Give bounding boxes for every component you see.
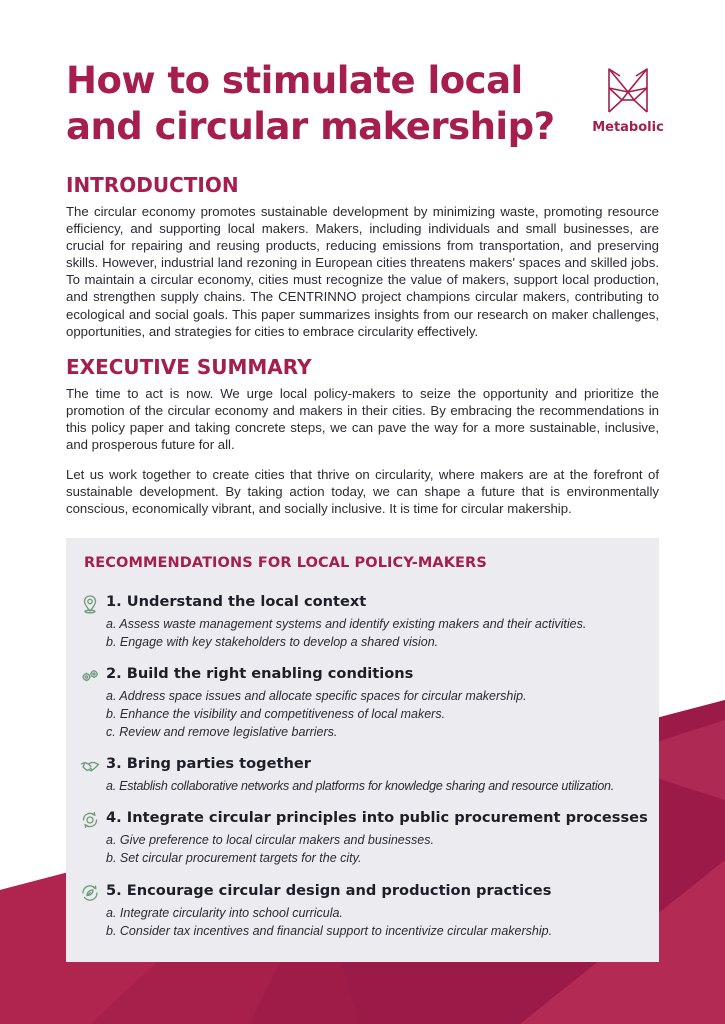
leaf-cycle-icon: [80, 883, 100, 903]
recommendations-heading: RECOMMENDATIONS FOR LOCAL POLICY-MAKERS: [84, 555, 487, 571]
recommendation-5-point-a: a. Integrate circularity into school curricula.: [106, 906, 343, 920]
recommendation-5-points: [106, 904, 552, 940]
recommendation-3-title: 3. Bring parties together: [106, 755, 311, 772]
recommendation-2-point-c: c. Review and remove legislative barriers.: [106, 725, 338, 739]
recommendation-2-point-a: a. Address space issues and allocate specific spaces for circular makership.: [106, 689, 527, 703]
location-pin-icon: [80, 594, 100, 614]
recommendation-2-title: 2. Build the right enabling conditions: [106, 665, 414, 682]
recommendation-1-point-a: a. Assess waste management systems and identify existing makers and their activities.: [106, 617, 587, 631]
title-line-2: and circular makership?: [66, 105, 555, 148]
recommendation-4-title: 4. Integrate circular principles into public procurement processes: [106, 809, 648, 826]
executive-summary-paragraph-1: The time to act is now. We urge local policy-makers to seize the opportunity and prioritize the promotion of the circular economy and makers in their cities. By embracing the recommendations in this policy paper and taking concrete steps, we can pave the way for a more sustainable, inclusive, and prosperous future for all.: [66, 386, 659, 453]
recommendation-4-point-b: b. Set circular procurement targets for the city.: [106, 851, 362, 865]
recommendation-3-points: [106, 777, 614, 795]
circular-arrows-icon: [80, 810, 100, 830]
recommendation-2-point-b: b. Enhance the visibility and competitiveness of local makers.: [106, 707, 446, 721]
recommendation-4-point-a: a. Give preference to local circular makers and businesses.: [106, 833, 434, 847]
metabolic-logo: [590, 66, 666, 135]
introduction-heading: INTRODUCTION: [66, 173, 239, 197]
handshake-icon: [80, 756, 100, 776]
recommendation-5-title: 5. Encourage circular design and production practices: [106, 882, 552, 899]
recommendations-panel: [66, 538, 659, 962]
recommendation-1-title: 1. Understand the local context: [106, 593, 367, 610]
title-line-1: How to stimulate local: [66, 59, 523, 102]
metabolic-m-icon: [606, 66, 650, 114]
introduction-body: The circular economy promotes sustainable development by minimizing waste, promoting resource efficiency, and supporting local makers. Makers, including individuals and small businesses, are crucial for repairing and reusing products, reducing emissions from transportation, and preserving skills. However, industrial land rezoning in European cities threatens makers' spaces and skilled jobs. To maintain a circular economy, cities must recognize the value of makers, support local production, and strengthen supply chains. The CENTRINNO project champions circular makers, contributing to ecological and social goals. This paper summarizes insights from our research on maker challenges, opportunities, and strategies for cities to embrace circularity effectively.: [66, 204, 659, 339]
recommendation-2-points: [106, 687, 527, 741]
recommendation-1-point-b: b. Engage with key stakeholders to develop a shared vision.: [106, 635, 439, 649]
recommendation-5-point-b: b. Consider tax incentives and financial support to incentivize circular makership.: [106, 924, 553, 938]
executive-summary-heading: EXECUTIVE SUMMARY: [66, 355, 312, 379]
recommendation-1-points: [106, 615, 586, 651]
executive-summary-paragraph-2: Let us work together to create cities that thrive on circularity, where makers are at the forefront of sustainable development. By taking action today, we can shape a future that is environmentally conscious, economically vibrant, and socially inclusive. It is time for circular makership.: [66, 467, 659, 517]
gears-icon: [80, 666, 100, 686]
recommendation-4-points: [106, 831, 434, 867]
page-title: [66, 58, 566, 150]
recommendation-3-point-a: a. Establish collaborative networks and platforms for knowledge sharing and resource utilization.: [106, 779, 614, 793]
logo-text: Metabolic: [592, 120, 664, 135]
